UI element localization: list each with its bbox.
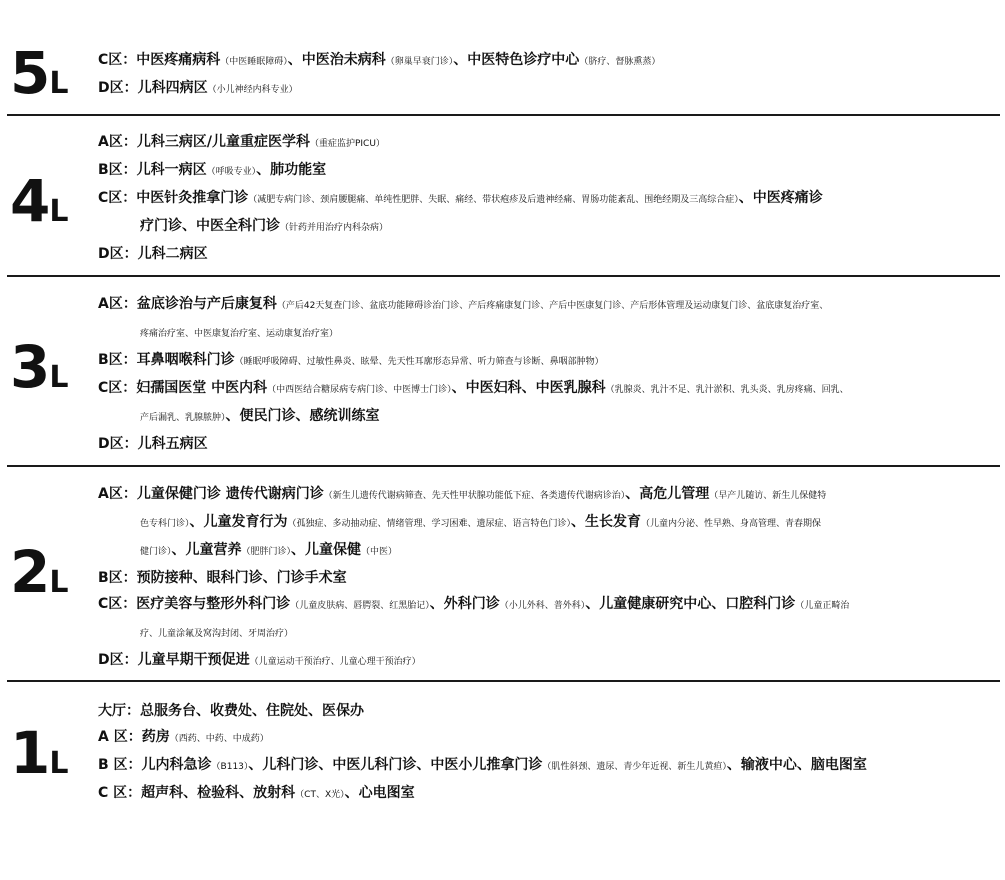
zone-text: 儿科一病区 bbox=[136, 162, 207, 178]
zone-note: （产后42天复查门诊、盆底功能障碍诊治门诊、产后疼痛康复门诊、产后中医康复门诊、产后形体管理及运动康复门诊、盆底康复治疗室、 bbox=[276, 301, 829, 311]
floor-zone-list bbox=[98, 698, 988, 808]
floor-divider bbox=[7, 114, 1000, 116]
zone-text: 、儿童营养 bbox=[171, 542, 242, 558]
zone-text: 儿童保健门诊 遗传代谢病门诊 bbox=[136, 486, 324, 502]
zone-text: 超声科、检验科、放射科 bbox=[141, 785, 296, 801]
zone-note: （儿童运动干预治疗、儿童心理干预治疗） bbox=[249, 657, 421, 667]
zone-line bbox=[98, 403, 988, 431]
zone-text: 、心电图室 bbox=[344, 785, 415, 801]
zone-line bbox=[98, 291, 988, 319]
zone-text: 、便民门诊、感统训练室 bbox=[225, 408, 380, 424]
zone-text: 、中医特色诊疗中心 bbox=[453, 52, 580, 68]
zone-note: （B113） bbox=[211, 762, 249, 772]
zone-note: （中医） bbox=[361, 547, 398, 557]
floor-label bbox=[10, 333, 69, 401]
zone-note: （西药、中药、中成药） bbox=[169, 734, 269, 744]
zone-note: （脐疗、督脉熏蒸） bbox=[579, 57, 661, 67]
zone-text: 药房 bbox=[141, 729, 170, 745]
zone-text: D区： bbox=[98, 652, 138, 668]
zone-text: 、儿童发育行为 bbox=[189, 514, 288, 530]
zone-line bbox=[98, 780, 988, 808]
floor-unit: L bbox=[49, 66, 69, 101]
zone-text: 、中医妇科、中医乳腺科 bbox=[451, 380, 606, 396]
zone-text: 中医针灸推拿门诊 bbox=[136, 190, 249, 206]
floor-zone-list bbox=[98, 291, 988, 457]
zone-text: C 区： bbox=[98, 785, 142, 801]
zone-line bbox=[98, 431, 988, 457]
floor-label bbox=[10, 538, 69, 606]
zone-text: 儿科二病区 bbox=[137, 246, 208, 262]
zone-text: 总服务台、收费处、住院处、医保办 bbox=[140, 703, 364, 719]
zone-text: C区： bbox=[98, 52, 137, 68]
floor-divider bbox=[7, 680, 1000, 682]
floor-number: 2 bbox=[10, 538, 49, 606]
zone-text: C区： bbox=[98, 380, 137, 396]
zone-note: （儿童皮肤病、唇腭裂、红黑胎记） bbox=[290, 601, 430, 611]
zone-note: （针药并用治疗内科杂病） bbox=[280, 223, 389, 233]
floor-zone-list bbox=[98, 481, 988, 675]
zone-note: （CT、X光） bbox=[295, 790, 345, 800]
floor-unit: L bbox=[49, 194, 69, 229]
floor-label bbox=[10, 39, 69, 107]
zone-text: B区： bbox=[98, 570, 137, 586]
zone-text: 疗门诊、中医全科门诊 bbox=[140, 218, 280, 234]
floor-divider bbox=[7, 275, 1000, 277]
zone-text: 、儿科门诊、中医儿科门诊、中医小儿推拿门诊 bbox=[248, 757, 543, 773]
zone-note: （乳腺炎、乳汁不足、乳汁淤积、乳头炎、乳房疼痛、回乳、 bbox=[605, 385, 849, 395]
zone-text: B区： bbox=[98, 352, 137, 368]
zone-line bbox=[98, 698, 988, 724]
zone-note: （睡眠呼吸障碍、过敏性鼻炎、眩晕、先天性耳廓形态异常、听力筛查与诊断、鼻咽部肿物） bbox=[234, 357, 604, 367]
zone-note: （中医睡眠障碍） bbox=[220, 57, 288, 67]
floor-unit: L bbox=[49, 565, 69, 600]
zone-text: 耳鼻咽喉科门诊 bbox=[136, 352, 235, 368]
zone-note: 健门诊） bbox=[140, 547, 172, 557]
zone-text: B 区： bbox=[98, 757, 142, 773]
zone-text: 医疗美容与整形外科门诊 bbox=[136, 596, 291, 612]
zone-note: （减肥专病门诊、颈肩腰腿痛、单纯性肥胖、失眠、痛经、带状疱疹及后遗神经痛、胃肠功能紊乱、围绝经期及三高综合症） bbox=[248, 195, 739, 205]
zone-text: 儿内科急诊 bbox=[141, 757, 212, 773]
zone-line bbox=[98, 591, 988, 619]
zone-text: A区： bbox=[98, 134, 137, 150]
zone-text: 、儿童保健 bbox=[291, 542, 362, 558]
zone-text: 大厅： bbox=[98, 703, 140, 719]
floor-number: 1 bbox=[10, 719, 49, 787]
zone-note: 疼痛治疗室、中医康复治疗室、运动康复治疗室） bbox=[140, 329, 339, 339]
floor-zone-list bbox=[98, 129, 988, 267]
zone-line bbox=[98, 241, 988, 267]
zone-text: D区： bbox=[98, 80, 138, 96]
zone-text: 、儿童健康研究中心、口腔科门诊 bbox=[585, 596, 796, 612]
zone-note: 疗、儿童涂氟及窝沟封闭、牙周治疗） bbox=[140, 629, 294, 639]
zone-note: （呼吸专业） bbox=[206, 167, 257, 177]
zone-text: 、生长发育 bbox=[571, 514, 642, 530]
zone-note: （小儿外科、普外科） bbox=[499, 601, 586, 611]
zone-text: C区： bbox=[98, 596, 137, 612]
zone-note: （卵巢早衰门诊） bbox=[385, 57, 454, 67]
zone-text: D区： bbox=[98, 246, 138, 262]
zone-note: （中西医结合糖尿病专病门诊、中医博士门诊） bbox=[267, 385, 452, 395]
zone-text: 、高危儿管理 bbox=[625, 486, 710, 502]
zone-text: 中医疼痛病科 bbox=[136, 52, 221, 68]
zone-line bbox=[98, 157, 988, 185]
zone-text: 儿科三病区/儿童重症医学科 bbox=[136, 134, 310, 150]
zone-text: A区： bbox=[98, 296, 137, 312]
zone-text: 妇孺国医堂 中医内科 bbox=[136, 380, 268, 396]
floor-number: 3 bbox=[10, 333, 49, 401]
zone-line bbox=[98, 537, 988, 565]
zone-note: （孤独症、多动抽动症、情绪管理、学习困难、遗尿症、语言特色门诊） bbox=[287, 519, 572, 529]
zone-text: 儿童早期干预促进 bbox=[137, 652, 250, 668]
zone-text: 儿科五病区 bbox=[137, 436, 208, 452]
floor-divider bbox=[7, 465, 1000, 467]
zone-note: （小儿神经内科专业） bbox=[207, 85, 298, 95]
zone-line bbox=[98, 375, 988, 403]
zone-line bbox=[98, 752, 988, 780]
zone-text: A区： bbox=[98, 486, 137, 502]
zone-note: 色专科门诊） bbox=[140, 519, 190, 529]
zone-text: C区： bbox=[98, 190, 137, 206]
zone-text: 、中医治未病科 bbox=[287, 52, 386, 68]
zone-note: （新生儿遗传代谢病筛查、先天性甲状腺功能低下症、各类遗传代谢病诊治） bbox=[323, 491, 626, 501]
zone-line bbox=[98, 565, 988, 591]
zone-note: 产后漏乳、乳腺脓肿） bbox=[140, 413, 226, 423]
zone-line bbox=[98, 75, 988, 103]
floor-number: 5 bbox=[10, 39, 49, 107]
zone-line bbox=[98, 347, 988, 375]
zone-note: （肥胖门诊） bbox=[241, 547, 292, 557]
zone-note: （重症监护PICU） bbox=[309, 139, 385, 149]
zone-text: A 区： bbox=[98, 729, 142, 745]
floor-label bbox=[10, 167, 69, 235]
zone-note: （儿童内分泌、性早熟、身高管理、青春期保 bbox=[641, 519, 822, 529]
zone-line bbox=[98, 509, 988, 537]
zone-line bbox=[98, 647, 988, 675]
zone-text: 、中医疼痛诊 bbox=[738, 190, 823, 206]
floor-zone-list bbox=[98, 47, 988, 103]
zone-note: （肌性斜颈、遗尿、青少年近视、新生儿黄疸） bbox=[542, 762, 727, 772]
zone-line bbox=[98, 619, 988, 647]
zone-text: D区： bbox=[98, 436, 138, 452]
zone-line bbox=[98, 481, 988, 509]
zone-line bbox=[98, 724, 988, 752]
zone-text: 、外科门诊 bbox=[429, 596, 500, 612]
zone-note: （儿童正畸治 bbox=[795, 601, 850, 611]
floor-unit: L bbox=[49, 746, 69, 781]
zone-line bbox=[98, 213, 988, 241]
zone-text: 、输液中心、脑电图室 bbox=[726, 757, 867, 773]
zone-text: 儿科四病区 bbox=[137, 80, 208, 96]
zone-text: 盆底诊治与产后康复科 bbox=[136, 296, 277, 312]
zone-line bbox=[98, 185, 988, 213]
zone-text: 、肺功能室 bbox=[256, 162, 327, 178]
zone-note: （早产儿随访、新生儿保健特 bbox=[709, 491, 827, 501]
floor-unit: L bbox=[49, 360, 69, 395]
zone-text: 预防接种、眼科门诊、门诊手术室 bbox=[136, 570, 347, 586]
floor-number: 4 bbox=[10, 167, 49, 235]
zone-text: B区： bbox=[98, 162, 137, 178]
zone-line bbox=[98, 319, 988, 347]
zone-line bbox=[98, 129, 988, 157]
zone-line bbox=[98, 47, 988, 75]
floor-label bbox=[10, 719, 69, 787]
